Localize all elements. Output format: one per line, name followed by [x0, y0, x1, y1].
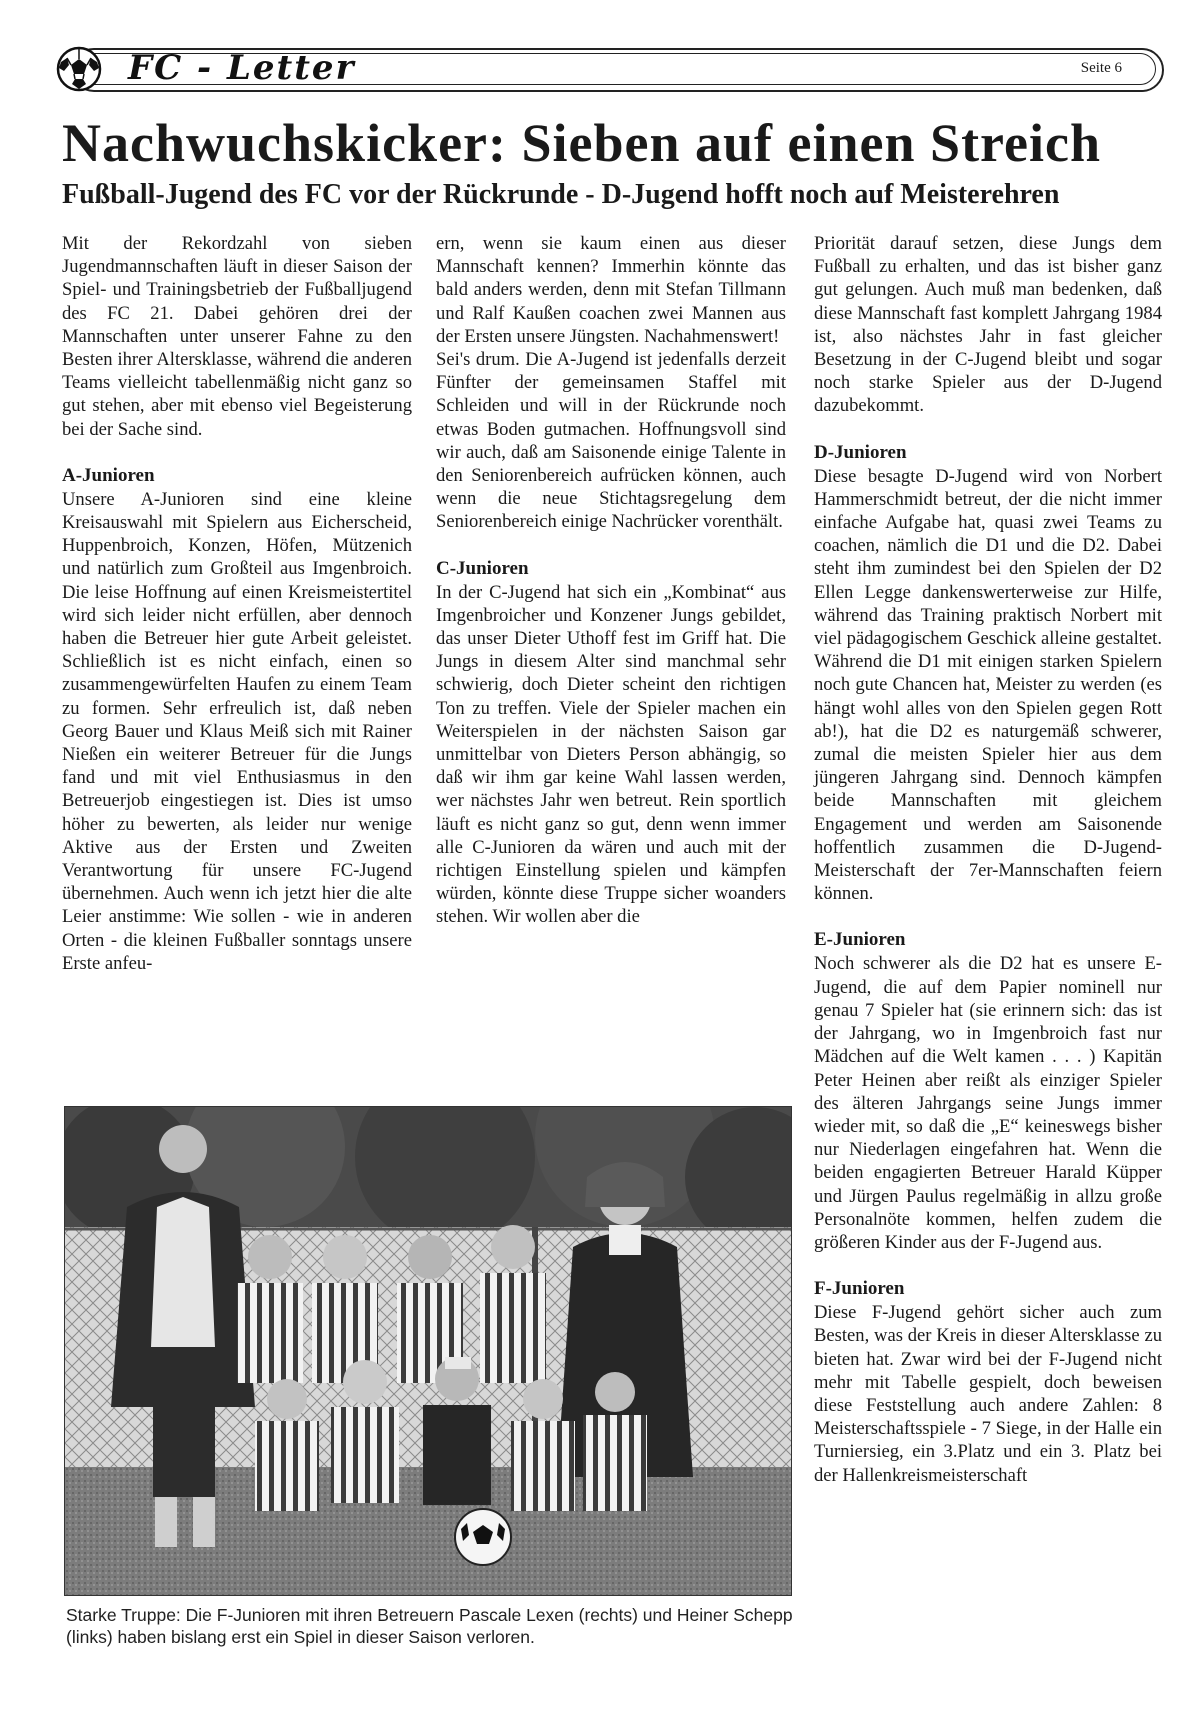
a-junioren-continued-paragraph: ern, wenn sie kaum einen aus dieser Mannschaft kennen? Immerhin könnte das bald anders werden, denn mit Stefan Tillmann und Ralf Kaußen coachen zwei Mannen aus der Ersten unsere Jüngsten. Nachahmenswert!	[436, 233, 786, 347]
a-junioren-continued-paragraph-2: Sei's drum. Die A-Jugend ist jedenfalls derzeit Fünfter der gemeinsamen Staffel mit Schleiden und will in der Rückrunde noch etwas Boden gutmachen. Hoffnungsvoll sind wir auch, daß am Saisonende einige Talente in den Seniorenbereich aufrücken können, auch wenn die neue Stichtagsregelung dem Seniorenbereich einige Nachrücker vorenthält.	[436, 349, 786, 533]
d-junioren-paragraph: Diese besagte D-Jugend wird von Norbert Hammerschmidt betreut, der die nicht immer einfache Aufgabe hat, quasi zwei Teams zu coachen, nämlich die D1 und die D2. Dabei steht ihm zumindest bei den Spielen der D2 Ellen Legge dankenswerterweise zur Hilfe, während das Training praktisch Norbert mit viel pädagogischem Geschick alleine gestaltet. Während die D1 mit einigen starken Spielern noch gute Chancen hat, Meister zu werden (es hängt wohl alles von den Spielen gegen Rott ab!), hat die D2 es naturgemäß schwerer, zumal die meisten Spieler hier aus dem jüngeren Jahrgang sind. Dennoch kämpfen beide Mannschaften mit gleichem Engagement und werden am Saisonende hoffentlich zusammen die D-Jugend-Meisterschaft der 7er-Mannschaften feiern können.	[814, 465, 1162, 905]
article-subheadline: Fußball-Jugend des FC vor der Rückrunde - D-Jugend hofft noch auf Meisterehren	[62, 179, 1060, 210]
masthead-title: FC - Letter	[128, 48, 356, 88]
c-junioren-paragraph: In der C-Jugend hat sich ein „Kombinat“ aus Imgenbroicher und Konzener Jungs gebildet, das unser Dieter Uthoff fest im Griff hat. Die Jungs in diesem Alter sind manchmal sehr schwierig, doch Dieter scheint den richtigen Ton zu treffen. Viele der Spieler machen ein Weiterspielen in der nächsten Saison gar unmittelbar von Dieters Person abhängig, so daß wir ihm gar keine Wahl lassen werden, wer nächstes Jahr wen betreut. Rein sportlich läuft es nicht ganz so gut, denn wenn immer alle C-Junioren da wären und auch mit der richtigen Einstellung spielen und kämpfen würden, könnte diese Truppe sicher woanders stehen. Wir wollen aber die	[436, 581, 786, 928]
e-junioren-paragraph: Noch schwerer als die D2 hat es unsere E-Jugend, die auf dem Papier nominell nur genau 7 Spieler hat (sie erinnern sich: das ist der Jahrgang, wo in Imgenbroich fast nur Mädchen auf die Welt kamen . . . ) Kapitän Peter Heinen aber reißt als einziger Spieler des älteren Jahrgangs seine Jungs immer wieder mit, so daß die „E“ keineswegs bisher nur Niederlagen eingefahren hat. Wenn die beiden engagierten Betreuer Harald Küpper und Jürgen Paulus regelmäßig in allzu große Personalnöte kommen, helfen zudem die größeren Kinder aus der F-Jugend aus.	[814, 953, 1162, 1253]
section-heading-c-junioren: C-Junioren	[436, 557, 529, 579]
a-junioren-paragraph: Unsere A-Junioren sind eine kleine Kreisauswahl mit Spielern aus Eicherscheid, Huppenbroich, Konzen, Höfen, Mützenich und natürlich zum Großteil aus Imgenbroich. Die leise Hoffnung auf einen Kreismeistertitel wird sich leider nicht erfüllen, aber dennoch haben die Betreuer hier gute Arbeit geleistet. Schließlich ist es nicht einfach, einen so zusammengewürfelten Haufen zu einem Team zu formen. Sehr erfreulich ist, daß neben Georg Bauer und Klaus Meiß sich mit Rainer Nießen ein weiterer Betreuer für die Jungs fand und mit viel Enthusiasmus in den Betreuerjob eingestiegen ist. Dies ist umso höher zu bewerten, als leider nur wenige Aktive aus der Ersten und Zweiten Verantwortung für unsere FC-Jugend übernehmen. Auch wenn ich jetzt hier die alte Leier anstimme: Wie sollen - wie in anderen Orten - die kleinen Fußballer sonntags unsere Erste anfeu-	[62, 488, 412, 974]
article-headline: Nachwuchskicker: Sieben auf einen Streich	[62, 113, 1102, 173]
team-photo	[64, 1106, 792, 1596]
team-photo-illustration	[65, 1107, 791, 1595]
f-junioren-paragraph: Diese F-Jugend gehört sicher auch zum Besten, was der Kreis in dieser Altersklasse zu bieten hat. Zwar wird bei der F-Jugend nicht mehr mit Tabelle gespielt, doch beweisen diese Feststellung auch andere Zahlen: 8 Meisterschaftsspiele - 7 Siege, in der Halle ein Turniersieg, ein 3.Platz und ein 3. Platz bei der Hallenkreismeisterschaft	[814, 1302, 1162, 1486]
text-column-2	[436, 232, 786, 929]
text-column-3	[814, 232, 1162, 1487]
text-column-1	[62, 232, 412, 975]
page-number: Seite 6	[1080, 60, 1122, 76]
section-heading-f-junioren: F-Junioren	[814, 1278, 905, 1300]
section-heading-a-junioren: A-Junioren	[62, 464, 155, 486]
soccer-ball-icon	[56, 46, 102, 92]
section-heading-d-junioren: D-Junioren	[814, 441, 907, 463]
intro-paragraph: Mit der Rekordzahl von sieben Jugendmannschaften läuft in dieser Saison der Spiel- und Trainingsbetrieb der Fußballjugend des FC 21. Dabei gehören drei der Mannschaften unter unserer Fahne zu den Besten ihrer Altersklasse, während die anderen Teams vielleicht tabellenmäßig nicht ganz so gut stehen, aber mit ebenso viel Begeisterung bei der Sache sind.	[62, 233, 412, 440]
header-banner	[50, 44, 1162, 94]
section-heading-e-junioren: E-Junioren	[814, 929, 906, 951]
photo-caption: Starke Truppe: Die F-Junioren mit ihren Betreuern Pascale Lexen (rechts) und Heiner Schepp (links) haben bislang erst ein Spiel in dieser Saison verloren.	[66, 1605, 793, 1647]
c-junioren-continued-paragraph: Priorität darauf setzen, diese Jungs dem Fußball zu erhalten, und das ist bisher ganz gut gelungen. Auch muß man bedenken, daß diese Mannschaft fast komplett Jahrgang 1984 ist, also nächstes Jahr in fast gleicher Besetzung in der C-Jugend bleibt und sogar noch starke Spieler aus der D-Jugend dazubekommt.	[814, 233, 1162, 417]
